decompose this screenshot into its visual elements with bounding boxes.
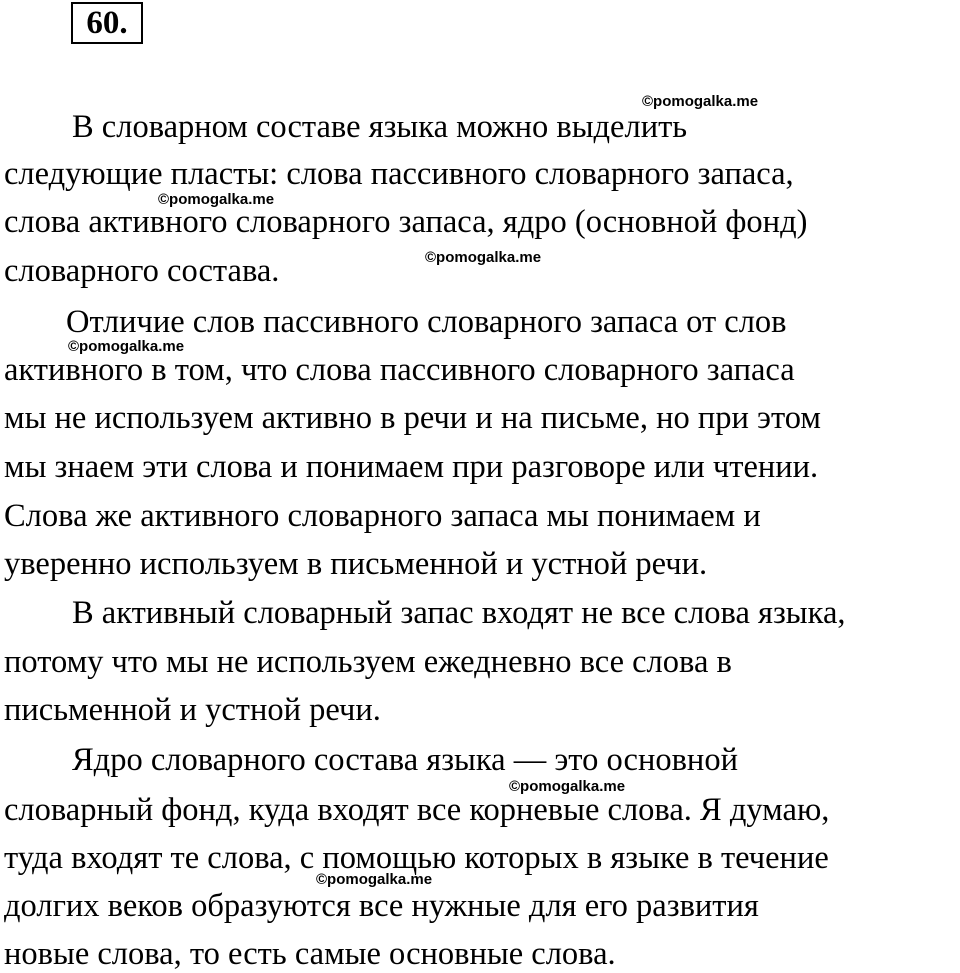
paragraph-line: туда входят те слова, с помощью которых в языке в течение [4,840,829,876]
paragraph-line: В словарном составе языка можно выделить [72,109,688,145]
paragraph-line: мы знаем эти слова и понимаем при разговоре или чтении. [4,449,819,485]
paragraph-line: следующие пласты: слова пассивного словарного запаса, [4,156,794,192]
watermark: ©pomogalka.me [509,778,626,795]
paragraph-line: долгих веков образуются все нужные для его развития [4,888,759,924]
watermark: ©pomogalka.me [158,191,275,208]
paragraph-line: Слова же активного словарного запаса мы понимаем и [4,498,761,534]
paragraph-line: новые слова, то есть самые основные слова. [4,936,616,972]
watermark: ©pomogalka.me [425,249,542,266]
watermark: ©pomogalka.me [68,338,185,355]
paragraph-line: потому что мы не используем ежедневно все слова в [4,644,732,680]
paragraph-line: словарного состава. [4,253,280,289]
paragraph-line: активного в том, что слова пассивного словарного запаса [4,352,795,388]
exercise-number-badge: 60. [71,2,143,44]
paragraph-line: словарный фонд, куда входят все корневые слова. Я думаю, [4,792,830,828]
watermark: ©pomogalka.me [316,871,433,888]
paragraph-line: В активный словарный запас входят не все слова языка, [72,595,846,631]
paragraph-line: письменной и устной речи. [4,692,381,728]
paragraph-line: мы не используем активно в речи и на письме, но при этом [4,400,821,436]
paragraph-line: слова активного словарного запаса, ядро (основной фонд) [4,204,808,240]
paragraph-line: Ядро словарного состава языка — это основной [72,742,738,778]
paragraph-line: Отличие слов пассивного словарного запаса от слов [66,304,787,340]
watermark: ©pomogalka.me [642,93,759,110]
paragraph-line: уверенно используем в письменной и устной речи. [4,546,708,582]
